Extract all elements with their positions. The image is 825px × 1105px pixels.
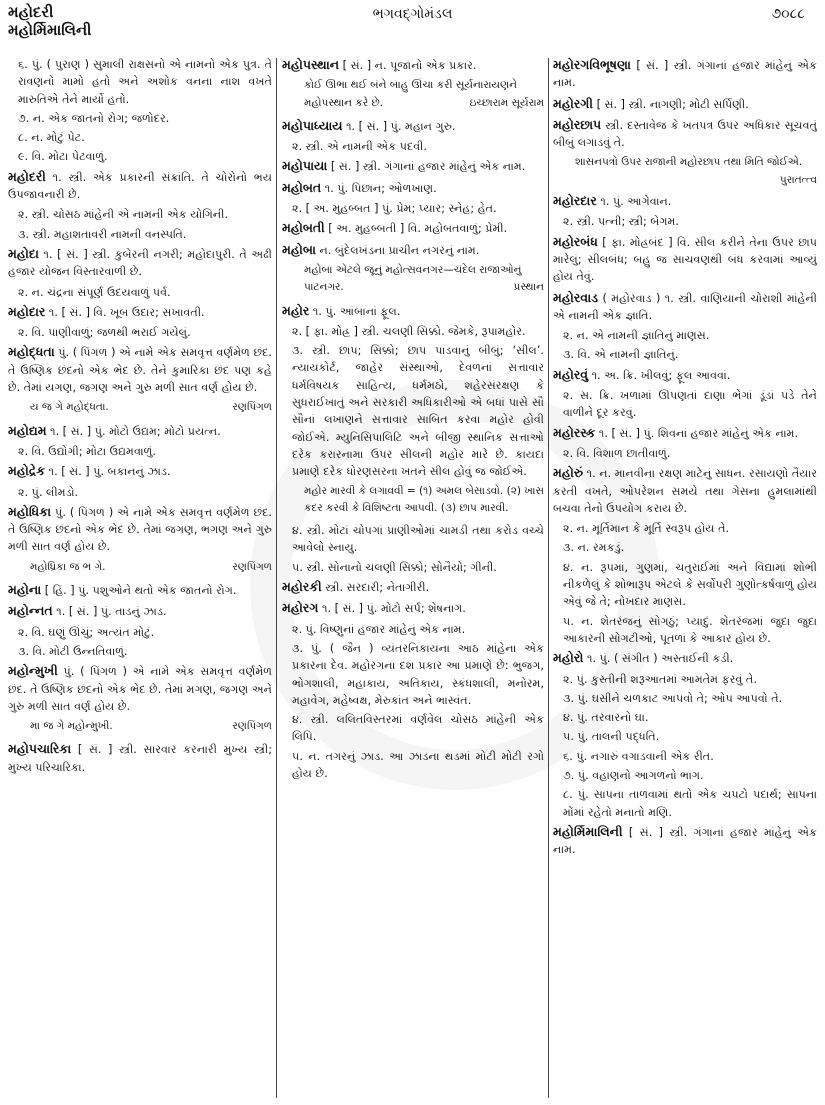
dictionary-entry <box>553 649 817 667</box>
sense-definition: ૨. સ્ત્રી. ચોસઠ માંહેની એ નામની એક યોગિની. <box>18 208 228 222</box>
sense-definition: ૬. પું. નગારું વગાડવાની એક રીત. <box>563 749 714 763</box>
page-header <box>0 0 825 58</box>
definition: ૧. ન. માનવીના રક્ષણ માટેનું સાધન. રસાયણો તૈયાર કરતી વખતે, ઓપરેશન સમયે તથા ગેસના હુમલામાંથી બચવા તેનો ઉપયોગ કરાય છે. <box>553 467 817 515</box>
citation <box>282 262 544 299</box>
definition: [ અ. મુહબ્બતી ] વિ. મહોબતવાળું; પ્રેમી. <box>324 222 508 236</box>
definition: [ હિં. ] પું. પશુઓને થતો એક જાતનો રોગ. <box>41 584 237 598</box>
dictionary-title: ભગવદ્ગોમંડલ <box>372 6 453 22</box>
definition: ૧. સ્ત્રી. એક પ્રકારની સંક્રાંતિ. તે ચોરોનો ભય ઉપજાવનારી છે. <box>8 170 272 202</box>
headword: મહોદ્યમ <box>8 422 47 438</box>
citation-source: ઇચ્છારામ સૂર્યરામ <box>469 96 544 109</box>
definition: [ સં. ] સ્ત્રી. ગંગાનાં હજાર માંહેનું એક નામ. <box>553 59 817 90</box>
sense-definition: ૭. ન. એક જાતનો રોગ; જળોદર. <box>18 111 170 125</box>
dictionary-entry <box>553 95 817 113</box>
sense-definition: ૫. પું. તાલની પદ્ધતિ. <box>563 730 660 744</box>
citation-text: મહોબા એટલે જૂનું મહોત્સવનગર—ચંદેલ રાજાઓનું પાટનગર. <box>304 263 522 294</box>
citation-source: રણપિંગળ <box>232 401 272 414</box>
headword: મહોરો <box>553 650 584 666</box>
column-1 <box>8 56 272 1105</box>
dictionary-entry <box>282 157 544 175</box>
sense-definition: ૩. વિ. એ નામની જ્ઞાતિનું. <box>563 348 679 362</box>
guide-word-first: મહોદરી <box>8 3 54 21</box>
headword: મહોન્નત <box>8 603 53 619</box>
citation-text: મા જ ગે મહોન્મુખી. <box>30 720 113 733</box>
headword: મહોદ્રેક <box>8 463 46 479</box>
dictionary-entry <box>553 116 817 152</box>
dictionary-entry <box>8 581 272 599</box>
citation-source: રણપિંગળ <box>232 560 272 573</box>
headword: મહોધિકા <box>8 503 52 519</box>
dictionary-entry <box>553 192 817 210</box>
citation-text: ય જ ગે મહોદ્ધતા. <box>30 401 109 414</box>
definition: ૧. અ. ક્રિ. ખીલવું; ફૂલ આવવાં. <box>588 368 731 382</box>
headword: મહોબતી <box>282 220 325 236</box>
sense-definition: ૩. વિ. મોટી ઉન્નતિવાળું. <box>18 644 128 658</box>
sense-definition: ૨. વિ. વિશાળ છાતીવાળું. <box>563 446 671 460</box>
headword: મહોરગી <box>553 95 594 111</box>
sense-definition: ૨. પું. કુસ્તીની શરૂઆતમાં આમતેમ ફરવું તે. <box>563 672 757 686</box>
headword: મહોરછાપ <box>553 116 602 132</box>
sense-definition: ૩. ન. રમકડું. <box>563 541 625 555</box>
headword: મહોરબંધ <box>553 233 598 249</box>
sense-definition: ૨. વિ. ઉદ્યોગી; મોટા ઉદ્યમવાળું. <box>18 444 156 458</box>
sense-definition: ૨. સ્ત્રી. એ નામની એક પદવી. <box>292 140 427 154</box>
headword: મહોરગવિભૂષણા <box>553 57 631 72</box>
headword: મહોર્મિમાલિની <box>553 823 623 839</box>
definition: ૧. [ સં. ] પું. તાડનું ઝાડ. <box>52 605 167 619</box>
headword: મહોપસ્થાન <box>282 57 340 72</box>
sense-definition: ૬. પું. ( પુરાણ ) સુમાલી રાક્ષસનો એ નામનો એક પુત્ર. તે રાવણનો મામો હતો અને અશોક વનના નાશ વખતે મારુતિએ તેને માર્યો હતો. <box>18 58 272 106</box>
citation-text: શાસનપત્રો ઉપર રાજાની મહોરછાપ તથા મિતિ જોઈએ. <box>575 156 803 169</box>
sense-definition: ૨. વિ. ઘણું ઊંચું; અત્યંત મોટું. <box>18 625 155 639</box>
dictionary-entry <box>8 343 272 396</box>
definition: [ ફા. મોહ્રબંદ ] વિ. સીલ કરીને તેના ઉપર છાપ મારેલું; સીલબંધ; બહુ જ સાચવણથી બંધ કરવામાં આવ્યું હોય તેવું. <box>553 235 817 284</box>
definition: ૧. [ સં. ] વિ. ખૂબ ઉદાર; સખાવતી. <box>45 305 205 319</box>
headword: મહોન્મુખી <box>8 663 58 679</box>
dictionary-entry <box>8 503 272 556</box>
dictionary-entry <box>8 168 272 204</box>
definition: ૧. પું. આગેવાન. <box>596 195 672 209</box>
sense-definition: ૨. સ. ક્રિ. ખળામાં ઊપણતાં દાણા ભેગાં ડૂંડાં પડે તેને વાળીને દૂર કરવું. <box>563 389 817 420</box>
page-number: ૭૦૮૮ <box>771 6 805 22</box>
definition: પું. ( પિંગળ ) એ નામે એક સમવૃત્ત વર્ણમેળ છંદ. તે ઉષ્ણિક છંદનો એક ભેદ છે. તેમાં મગણ, જગણ અને ગુરુ મળી સાત વર્ણ હોય છે. <box>8 665 272 713</box>
sense-definition: ૩. પું. ( જૈન ) વ્યંતરનિકાયના આઠ માંહેના એક પ્રકારના દેવ. મહોરગના દશ પ્રકાર આ પ્રમાણે છે: ભુજગ, ભોગશાલી, મહાકાય, અતિકાય, સ્કંધશાલી, મનોરમ, મહાવેગ, મહેષ્વક્ષ, મેરુકાંત અને ભાસ્વંત. <box>292 641 544 707</box>
definition: સ્ત્રી. દસ્તાવેજ કે ખતપત્ર ઉપર અધિકાર સૂચવતું બીબું લગાડવું તે. <box>553 118 817 150</box>
dictionary-entry <box>8 245 272 281</box>
dictionary-entry <box>282 599 544 617</box>
definition: [ સં. ] ન. પૂજાનો એક પ્રકાર. <box>339 59 477 72</box>
headword: મહોરગ <box>282 600 319 616</box>
dictionary-entry <box>553 233 817 286</box>
sense-definition: ૪. પું. તરવારનો ઘા. <box>563 711 649 725</box>
dictionary-entry <box>282 302 544 320</box>
citation <box>8 399 272 418</box>
sense-definition: ૨. પું. વિષ્ણુનાં હજાર માંહેનું એક નામ. <box>292 622 466 636</box>
sense-definition: ૩. સ્ત્રી. મહાશતાવરી નામની વનસ્પતિ. <box>18 227 187 241</box>
headword: મહોરદાર <box>553 193 597 209</box>
citation-source: પ્રસ્થાન <box>513 281 544 294</box>
headword: મહોપાધ્યાય <box>282 117 343 133</box>
citation <box>8 718 272 737</box>
citation <box>8 559 272 578</box>
headword: મહોરું <box>553 465 584 481</box>
dictionary-entry <box>282 117 544 135</box>
sense-definition: ૨. ન. ચંદ્રના સંપૂર્ણ ઉદયવાળું પર્વ. <box>18 285 171 299</box>
definition: [ સં. ] સ્ત્રી. ગંગાનાં હજાર માંહેનું એક નામ. <box>553 825 817 857</box>
column-3 <box>553 56 817 1105</box>
definition: ૧. [ સં. ] પું. મોટો સર્પ; શેષનાગ. <box>318 602 466 616</box>
dictionary-entry <box>282 578 544 596</box>
dictionary-entry <box>282 179 544 197</box>
sense-definition: ૮. પું. સાપના તાળવામાં થતો એક ચપટો પદાર્થ; સાપના મોંમાં રહેતો મનાતો મણિ. <box>563 788 817 819</box>
dictionary-entry <box>8 740 272 776</box>
dictionary-entry <box>553 56 817 92</box>
definition: ૧. [ સં. ] પું. મહાન ગુરુ. <box>342 119 456 133</box>
sense-definition: ૪. સ્ત્રી. લલિતવિસ્તરમાં વર્ણવેલ ચોસઠ માંહેની એક લિપિ. <box>292 713 544 744</box>
sense-definition: ૩. પું. ઘસીને ચળકાટ આપવો તે; ઓપ આપવો તે. <box>563 691 783 705</box>
definition: ૧. પું. પિછાન; ઓળખાણ. <box>321 181 437 195</box>
headword: મહોપાયા <box>282 158 328 174</box>
dictionary-entry <box>8 422 272 440</box>
sense-definition: ૨. [ અ. મુહબ્બત ] પું. પ્રેમ; પ્યાર; સ્નેહ; હેત. <box>292 202 497 216</box>
sense-definition: ૭. પું. વહાણનો આગળનો ભાગ. <box>563 768 704 782</box>
headword: મહોદ્ધતા <box>8 344 55 360</box>
dictionary-entry <box>8 462 272 480</box>
headword: મહોદા <box>8 245 39 261</box>
dictionary-entry <box>553 823 817 859</box>
headword: મહોરવું <box>553 366 589 382</box>
dictionary-entry <box>553 366 817 384</box>
definition: ૧. [ સં. ] સ્ત્રી. કુબેરની નગરી; મહોદાપુરી. તે અઢી હજાર યોજન વિસ્તારવાળી છે. <box>8 247 272 279</box>
sense-definition: ૮. ન. મોટું પેટ. <box>18 131 85 145</box>
sense-definition: ૨. ન. એ નામની જ્ઞાતિનું માણસ. <box>563 329 710 343</box>
citation <box>282 77 544 114</box>
citation-text: મહોધ્રિકા જ ભ ગે. <box>30 560 106 573</box>
headword: મહોદરી <box>8 168 46 184</box>
dictionary-entry <box>553 424 817 442</box>
definition: ૧. પું. આંબાનાં ફૂલ. <box>309 304 401 318</box>
definition: ૧. પું. ( સંગીત ) અસ્તાઈની કડી. <box>583 652 734 666</box>
definition: ૧. [ સં. ] પું. શિવનાં હજાર માંહેનું એક નામ. <box>595 426 799 440</box>
dictionary-entry <box>282 241 544 259</box>
definition: ( મહોરવાડ ) ૧. સ્ત્રી. વાણિયાની ચોરાશી માંહેની એ નામની એક જ્ઞાતિ. <box>553 291 817 322</box>
definition: ન. બુંદેલખંડના પ્રાચીન નગરનું નામ. <box>315 243 480 257</box>
definition: [ સં. ] સ્ત્રી. ગંગાનાં હજાર માંહેનું એક નામ. <box>327 160 526 174</box>
sense-definition: ૨. સ્ત્રી. પત્ની; સ્ત્રી; બેગમ. <box>563 215 679 229</box>
headword: મહોરવાડ <box>553 289 599 305</box>
headword: મહોરકી <box>282 579 322 595</box>
guide-word-last: મહોર્મિમાલિની <box>8 21 92 39</box>
sense-definition: ૩. સ્ત્રી. છાપ; સિક્કો; છાપ પાડવાનું બીબું; ‘સીલ’. ન્યાયકોર્ટ, જાહેર સંસ્થાઓ, દેવળનાં સત્તાવાર ધર્મવિષયક સાહિત્ય, ધર્મમઠો, શહેરસંરક્ષણ કે સુધરાઈખાતું અને સરકારી અધિકારીઓ એ બધાં પાસે સૌ સૌનાં લખાણને સત્તાવાર સાબિત કરવા મહોર હોવી જોઈએ. મ્યુનિસિપાલિટિ અને બીજી સ્થાનિક સત્તાઓ દરેક કરારનામા ઉપર સીલની મહોર મારે છે. કાયદા પ્રમાણે દરેક ધોરણસરના ખતને સીલ હોવું જ જોઈએ. <box>292 344 544 479</box>
sense-definition: ૫. ન. તગરનું ઝાડ. આ ઝાડના થડમાં મોટી મોટી રગો હોય છે. <box>292 749 544 780</box>
dictionary-entry <box>282 219 544 237</box>
definition: પું. ( પિંગળ ) એ નામે એક સમવૃત્ત વર્ણમેળ છંદ. તે ઉષ્ણિક છંદનો એક ભેદ છે. તેમાં જગણ, ભગણ અને ગુરુ મળી સાત વર્ણ હોય છે. <box>8 505 272 554</box>
dictionary-columns <box>0 56 825 1105</box>
headword: મહોબત <box>282 179 322 195</box>
citation <box>553 154 817 189</box>
citation-source: રણપિંગળ <box>232 720 272 733</box>
dictionary-entry <box>8 662 272 715</box>
headword: મહોદાર <box>8 303 46 319</box>
definition: [ સં. ] સ્ત્રી. સારવાર કરનારી મુખ્ય સ્ત્રી; મુખ્ય પરિચારિકા. <box>8 743 272 774</box>
dictionary-entry <box>282 56 544 74</box>
sense-definition: ૨. [ ફા. મોહ્ર ] સ્ત્રી. ચલણી સિક્કો. જેમકે, રૂપામહોર. <box>292 324 526 338</box>
headword: મહોરસ્ક <box>553 424 596 440</box>
sense-definition: ૪. ન. રૂપમાં, ગુણમાં, ચતુરાઈમાં અને વિદ્યામાં શોભી નીકળેલું કે શોભારૂપ એટલે કે સર્વોપરી ગુણોત્કર્ષવાળું હોય એવું જે તે; નોખદાર માણસ. <box>563 560 817 609</box>
headword: મહોપચારિકા <box>8 741 72 757</box>
headword: મહોના <box>8 582 42 598</box>
citation-text: મહોર મારવી કે લગાવવી = (૧) અમલ બેસાડવો. (૨) ખાસ કદર કરવી કે વિશિષ્ટતા આપવી. (૩) છાપ મારવી. <box>304 484 544 514</box>
definition: સ્ત્રી. સરદારી; નેતાગીરી. <box>321 581 430 595</box>
definition: ૧. [ સં. ] પું. મોટો ઉદ્યમ; મોટો પ્રયત્ન. <box>46 424 221 438</box>
sense-definition: ૫. ન. શેતરંજનું સોગઠું; પ્યાદું. શેતરંજમાં જુદા જુદા આકારની સોગટીઓ, પૂતળાં કે આકાર હોય છે. <box>563 614 817 645</box>
citation <box>282 483 544 520</box>
citation-source: પુરાતત્ત્વ <box>779 173 817 186</box>
citation-text: કોઈ ઊભા થઈ બંને બાહુ ઊંચા કરી સૂર્યનારાયણને મહોપસ્થાન કરે છે. <box>304 79 517 109</box>
sense-definition: ૨. પું. લીમડો. <box>18 485 79 499</box>
dictionary-entry <box>553 464 817 517</box>
headword: મહોર <box>282 302 310 318</box>
sense-definition: ૯. વિ. મોટા પેટવાળું. <box>18 150 108 164</box>
dictionary-entry <box>8 303 272 321</box>
column-2 <box>282 56 544 1105</box>
dictionary-entry <box>8 602 272 620</box>
sense-definition: ૨. ન. મૂર્તિમાન કે મૂર્તિ સ્વરૂપ હોય તે. <box>563 522 730 536</box>
headword: મહોબા <box>282 241 316 257</box>
dictionary-entry <box>553 289 817 325</box>
definition: ૧. [ સં. ] પું. બકાનનું ઝાડ. <box>45 465 171 479</box>
definition: [ સં. ] સ્ત્રી. નાગણી; મોટી સર્પિણી. <box>593 97 749 111</box>
sense-definition: ૨. વિ. પાણીવાળું; જળથી ભરાઈ ગયેલું. <box>18 326 191 340</box>
definition: પું. ( પિંગળ ) એ નામે એક સમવૃત્ત વર્ણમેળ છંદ. તે ઉષ્ણિક છંદનો એક ભેદ છે. તેને કુમારિકા છંદ પણ કહે છે. તેમાં યગણ, જગણ અને ગુરુ મળી સાત વર્ણ હોય છે. <box>8 346 272 395</box>
sense-definition: ૪. સ્ત્રી. મોટાં ચોપગાં પ્રાણીઓમાં ચામડી તથા કરોડ વચ્ચે આવેલો સ્નાયુ. <box>292 524 544 555</box>
sense-definition: ૫. સ્ત્રી. સોનાનો ચલણી સિક્કો; સોનૈયો; ગીની. <box>292 560 497 574</box>
